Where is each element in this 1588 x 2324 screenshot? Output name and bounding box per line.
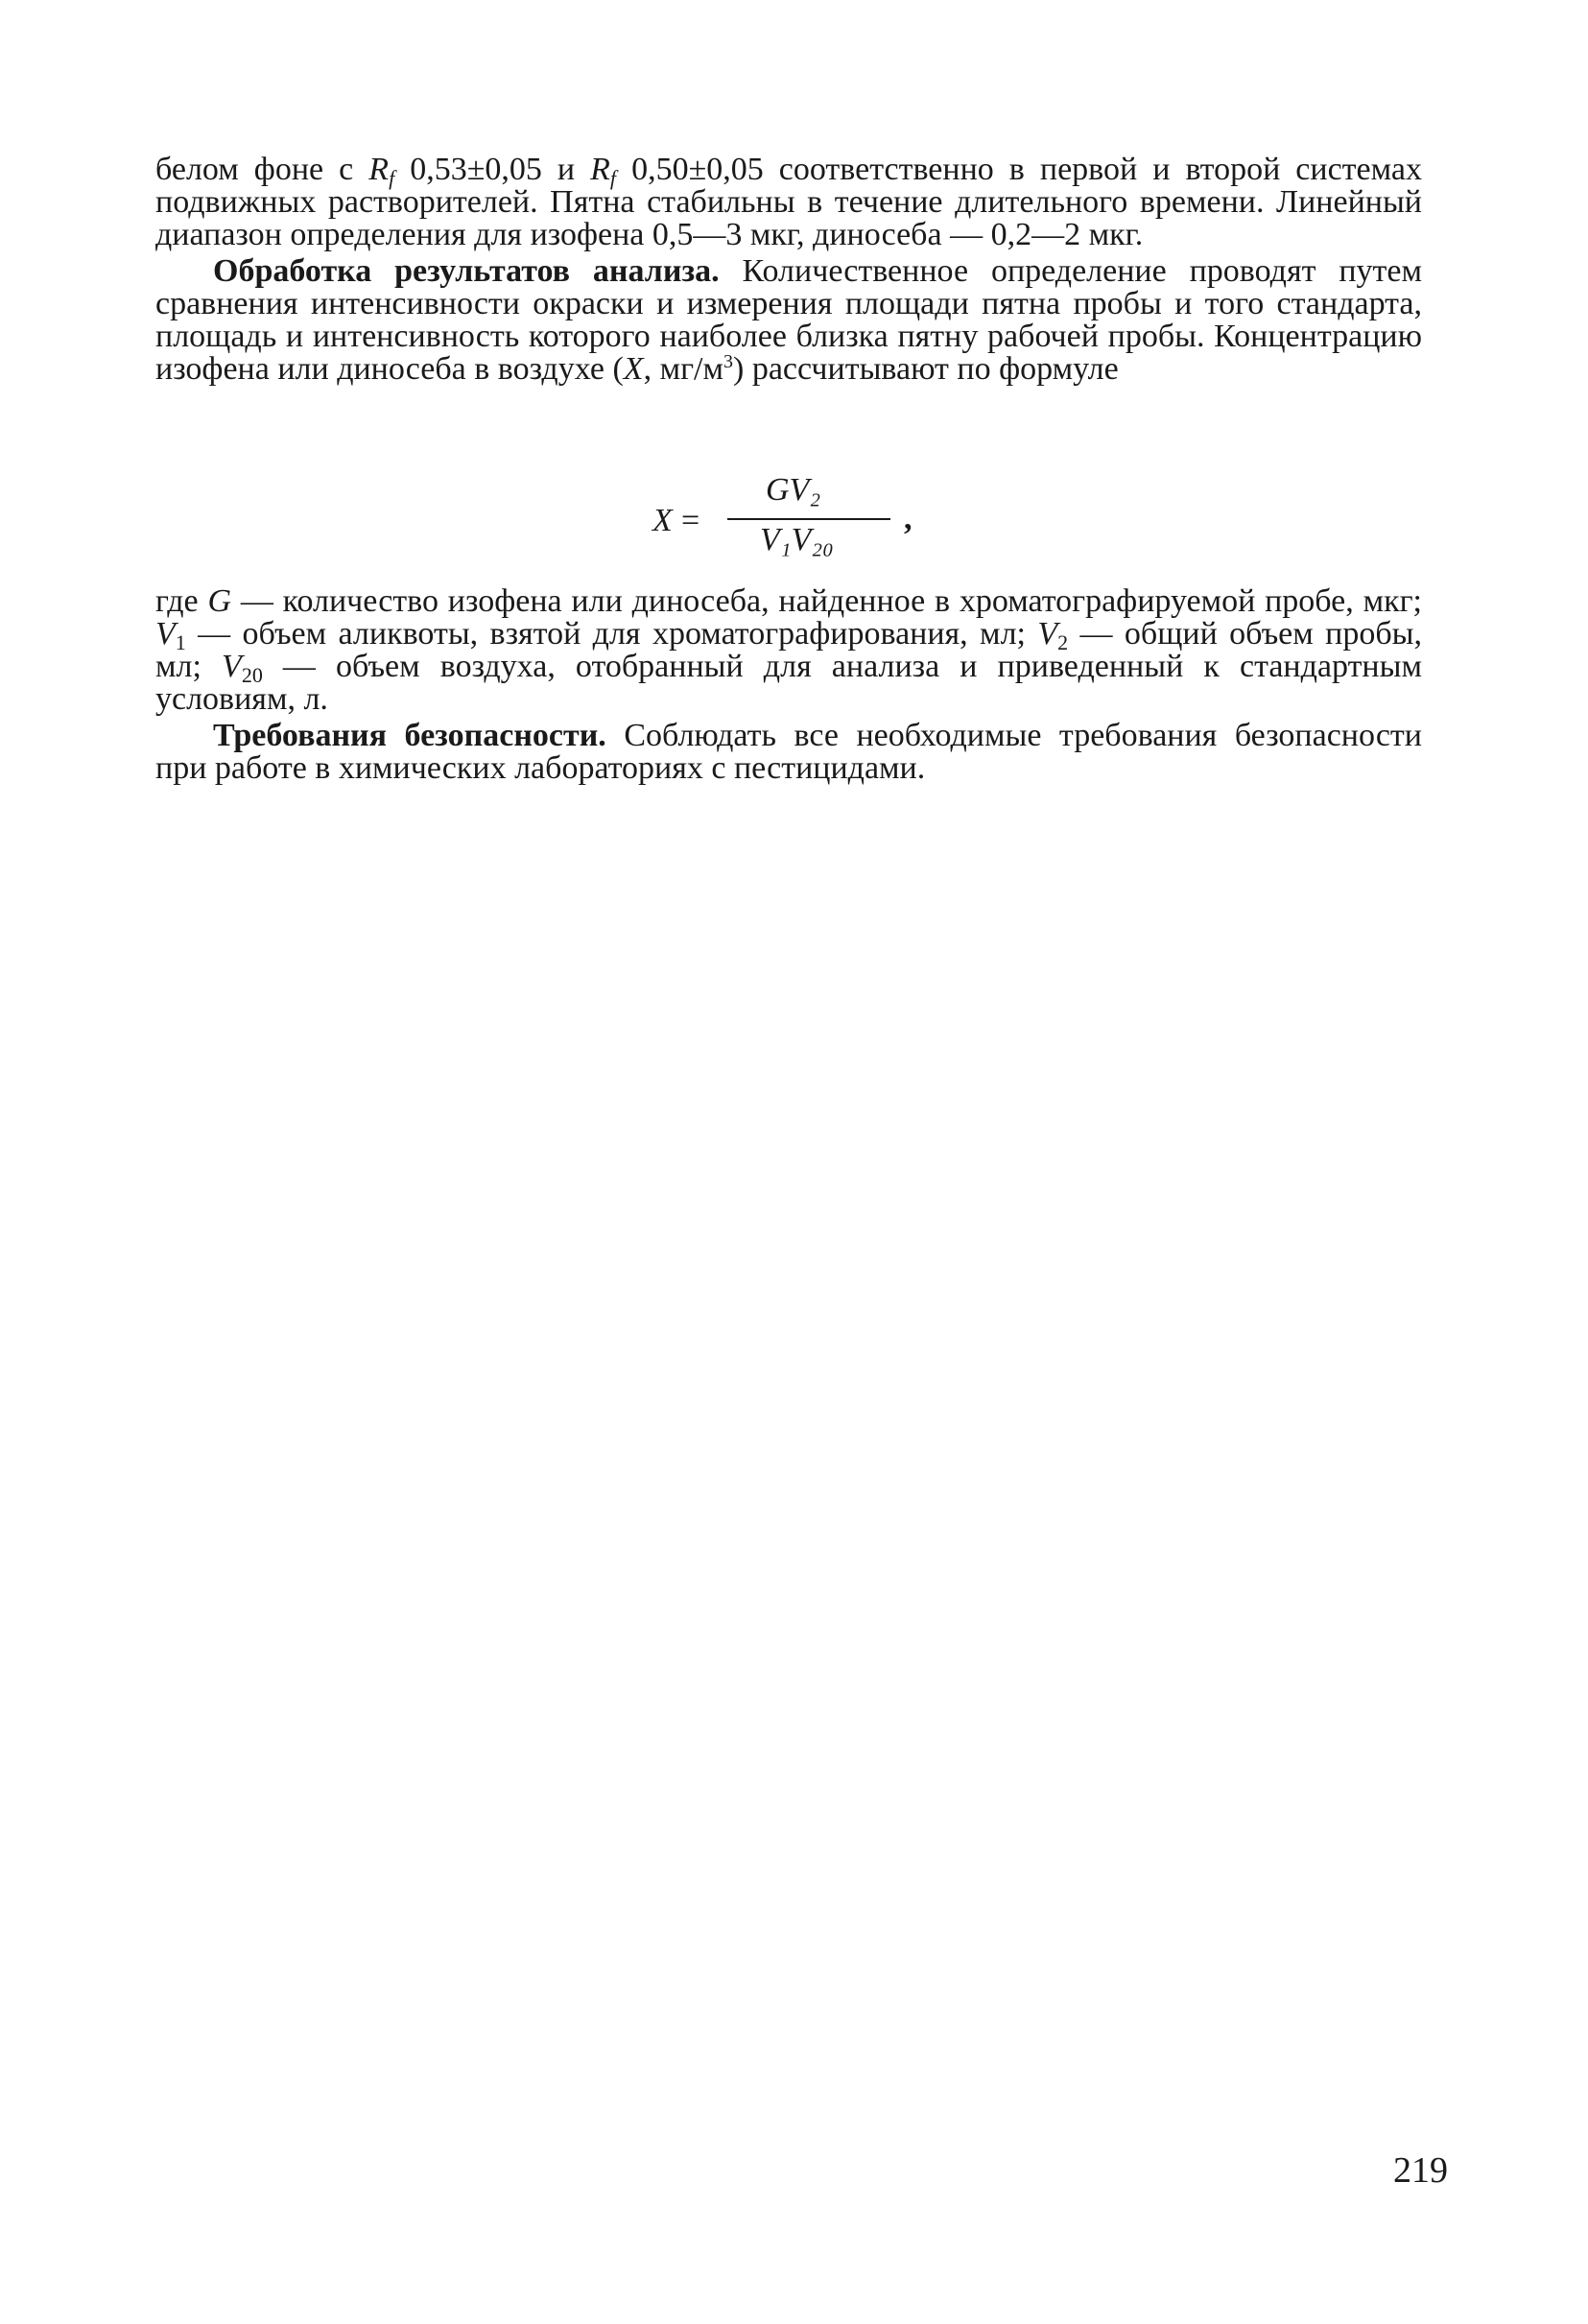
section-heading-processing: Обработка результатов анализа. — [213, 253, 720, 289]
section-heading-safety: Требования безопасности. — [213, 718, 606, 753]
concentration-formula — [652, 472, 940, 568]
paragraph-safety: Требования безопасности. Соблюдать все необходимые требования безопасности при работе в химических лабораториях с пестицидами. — [155, 718, 1422, 786]
formula-lhs: X — [652, 503, 673, 538]
body-text-top — [155, 154, 1422, 386]
paragraph-processing: Обработка результатов анализа. Количественное определение проводят путем сравнения интенсивности окраски и измерения площади пятна пробы и того стандарта, площадь и интенсивность которого наиболее близка пятну рабочей пробы. Концентрацию изофена или диносеба в воздухе (X, $мг/м^3$) рассчитывают по формуле — [155, 253, 1422, 387]
formula-comma: , — [904, 501, 913, 536]
fraction-bar — [727, 518, 890, 520]
paragraph-rf-values: белом фоне с $R_f$ 0,53±0,05 и $R_f$ 0,50±0,05 соответственно в первой и второй системах подвижных растворителей. Пятна стабильны в течение длительного времени. Линейный диапазон определения для изофена 0,5—3 мкг, диносеба — 0,2—2 мкг. — [155, 152, 1422, 252]
formula-numerator: GV₂ — [766, 472, 821, 508]
paragraph-variables: где G — количество изофена или диносеба, найденное в хроматографируемой пробе, мкг; $V_1$ — объем аликвоты, взятой для хроматографирования, мл; $V_2$ — общий объем пробы, мл; $V_{20}$ — объем воздуха, отобранный для анализа и приведенный к стандартным условиям, л. — [155, 583, 1422, 717]
formula-equals: = — [681, 503, 700, 538]
page-number: 219 — [1393, 2150, 1448, 2191]
formula-denominator: V₁V₂₀ — [760, 522, 834, 557]
body-text-bottom — [155, 585, 1422, 785]
